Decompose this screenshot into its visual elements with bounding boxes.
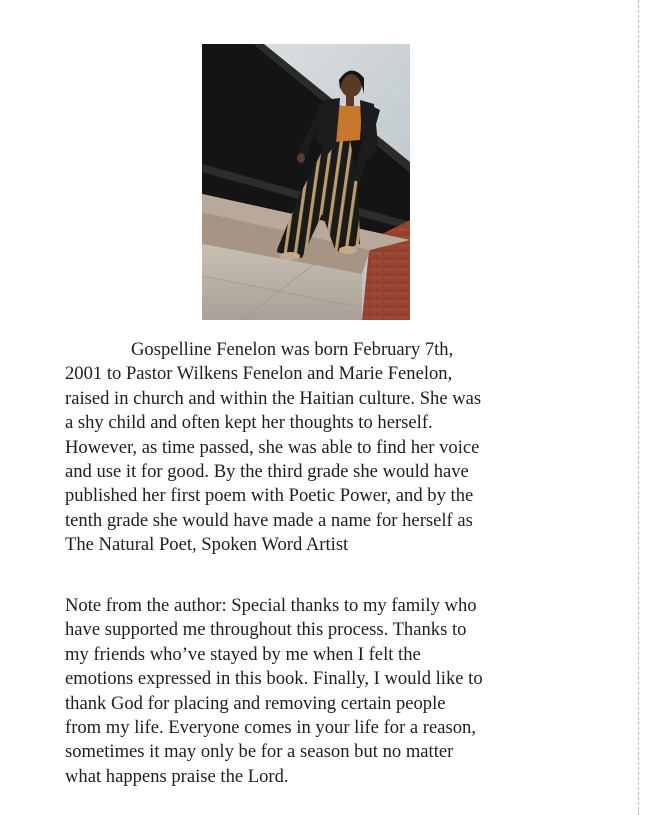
bio-line: Gospelline Fenelon was born February 7th, (131, 339, 454, 360)
bio-line: tenth grade she would have made a name for herself as (65, 509, 473, 531)
bio-line: However, as time passed, she was able to find her voice (65, 436, 480, 458)
note-line: emotions expressed in this book. Finally, I would like to (65, 668, 483, 690)
bio-line: The Natural Poet, Spoken Word Artist (65, 534, 349, 556)
note-line: Note from the author: Special thanks to my family who (65, 595, 477, 616)
note-line: my friends who’ve stayed by me when I felt the (65, 643, 421, 665)
bio-line: 2001 to Pastor Wilkens Fenelon and Marie Fenelon, (65, 363, 453, 385)
author-note-paragraph (65, 594, 565, 789)
bio-line: raised in church and within the Haitian culture. She was (65, 387, 482, 409)
bio-line: and use it for good. By the third grade she would have (65, 461, 469, 483)
author-bio-paragraph (65, 338, 555, 558)
bio-line: a shy child and often kept her thoughts to herself. (65, 412, 433, 434)
note-line: sometimes it may only be for a season but no matter (65, 741, 454, 763)
note-line: have supported me throughout this process. Thanks to (65, 619, 467, 641)
author-photo (202, 44, 410, 320)
page-edge-divider (638, 0, 639, 815)
note-line: from my life. Everyone comes in your life for a reason, (65, 717, 476, 739)
bio-line: published her first poem with Poetic Power, and by the (65, 485, 474, 507)
note-line: what happens praise the Lord. (65, 765, 289, 787)
note-line: thank God for placing and removing certain people (65, 692, 446, 714)
